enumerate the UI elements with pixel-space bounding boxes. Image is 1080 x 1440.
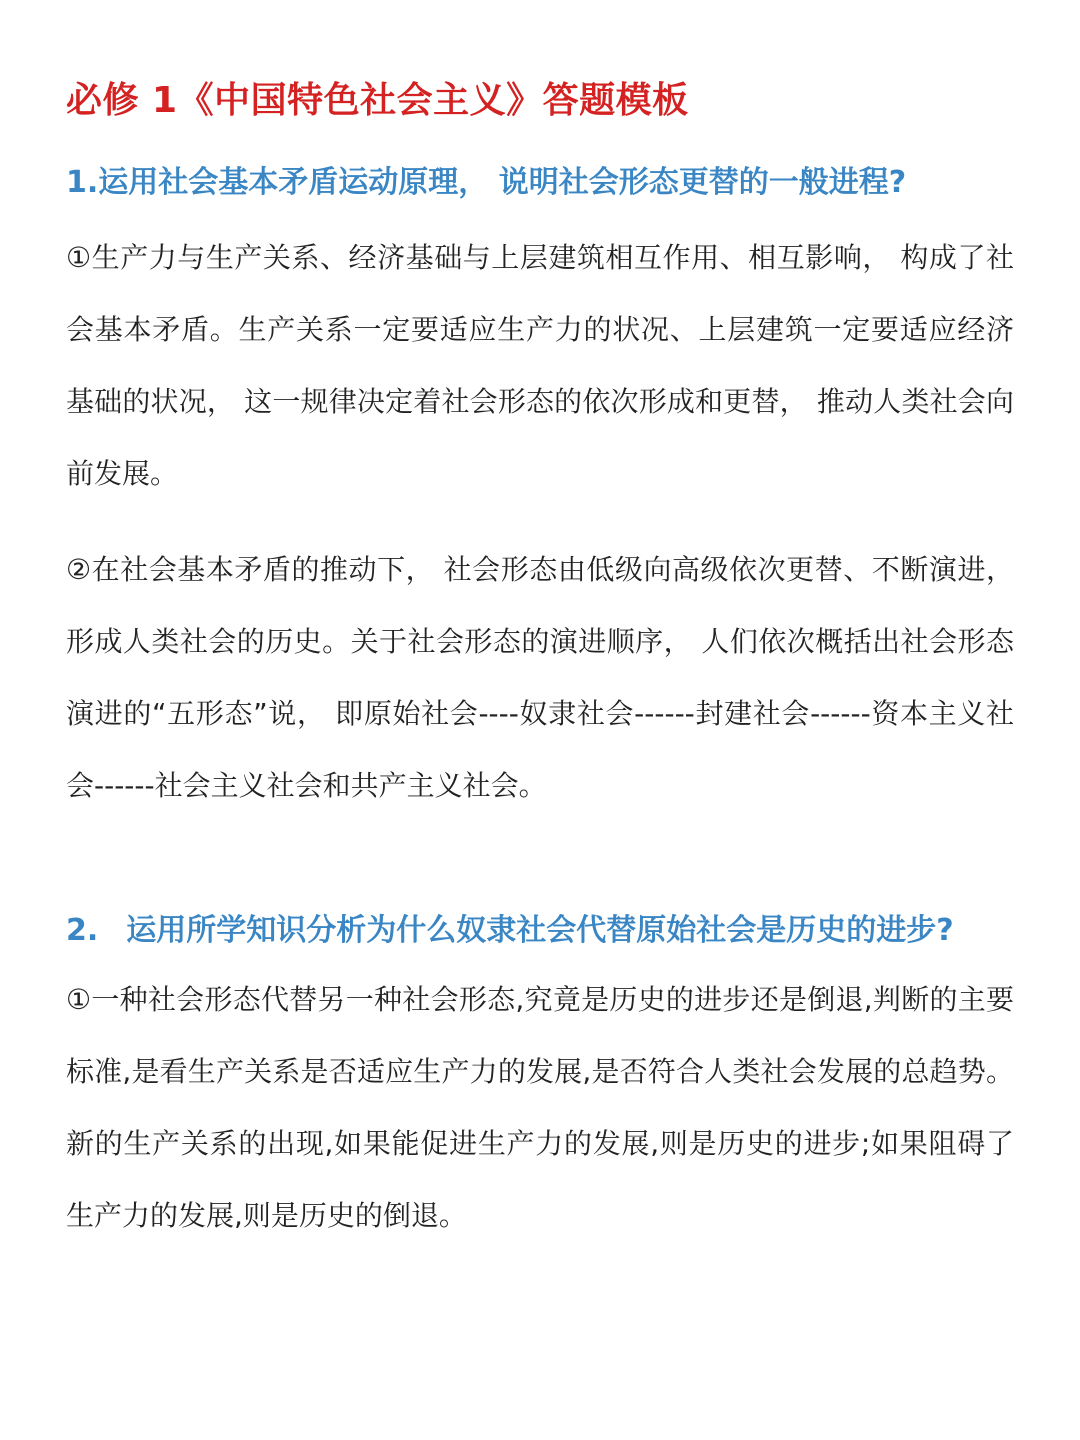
question-1-section (66, 158, 1014, 822)
question-2-paragraph-1: ①一种社会形态代替另一种社会形态,究竟是历史的进步还是倒退,判断的主要标准,是看生产关系是否适应生产力的发展,是否符合人类社会发展的总趋势。新的生产关系的出现,如果能促进生产力的发展,则是历史的进步;如果阻碍了生产力的发展,则是历史的倒退。 (66, 983, 1014, 1232)
question-1-paragraph-1: ①生产力与生产关系、经济基础与上层建筑相互作用、相互影响， 构成了社会基本矛盾。生产关系一定要适应生产力的状况、上层建筑一定要适应经济基础的状况， 这一规律决定着社会形态的依次形成和更替， 推动人类社会向前发展。 (66, 241, 1014, 490)
question-2-number: 2. (66, 913, 99, 948)
question-2-section (66, 906, 1014, 1252)
question-1-paragraph-2: ②在社会基本矛盾的推动下， 社会形态由低级向高级依次更替、不断演进，形成人类社会的历史。关于社会形态的演进顺序， 人们依次概括出社会形态演进的“五形态”说， 即原始社会----奴隶社会------封建社会------资本主义社会------社会主义社会和共产主义社会。 (66, 553, 1014, 802)
question-2-heading (66, 906, 1014, 956)
question-2-heading-text: 运用所学知识分析为什么奴隶社会代替原始社会是历史的进步? (126, 913, 954, 948)
document-title: 必修 1《中国特色社会主义》答题模板 (66, 80, 689, 121)
question-1-heading: 1.运用社会基本矛盾运动原理， 说明社会形态更替的一般进程? (66, 165, 907, 200)
